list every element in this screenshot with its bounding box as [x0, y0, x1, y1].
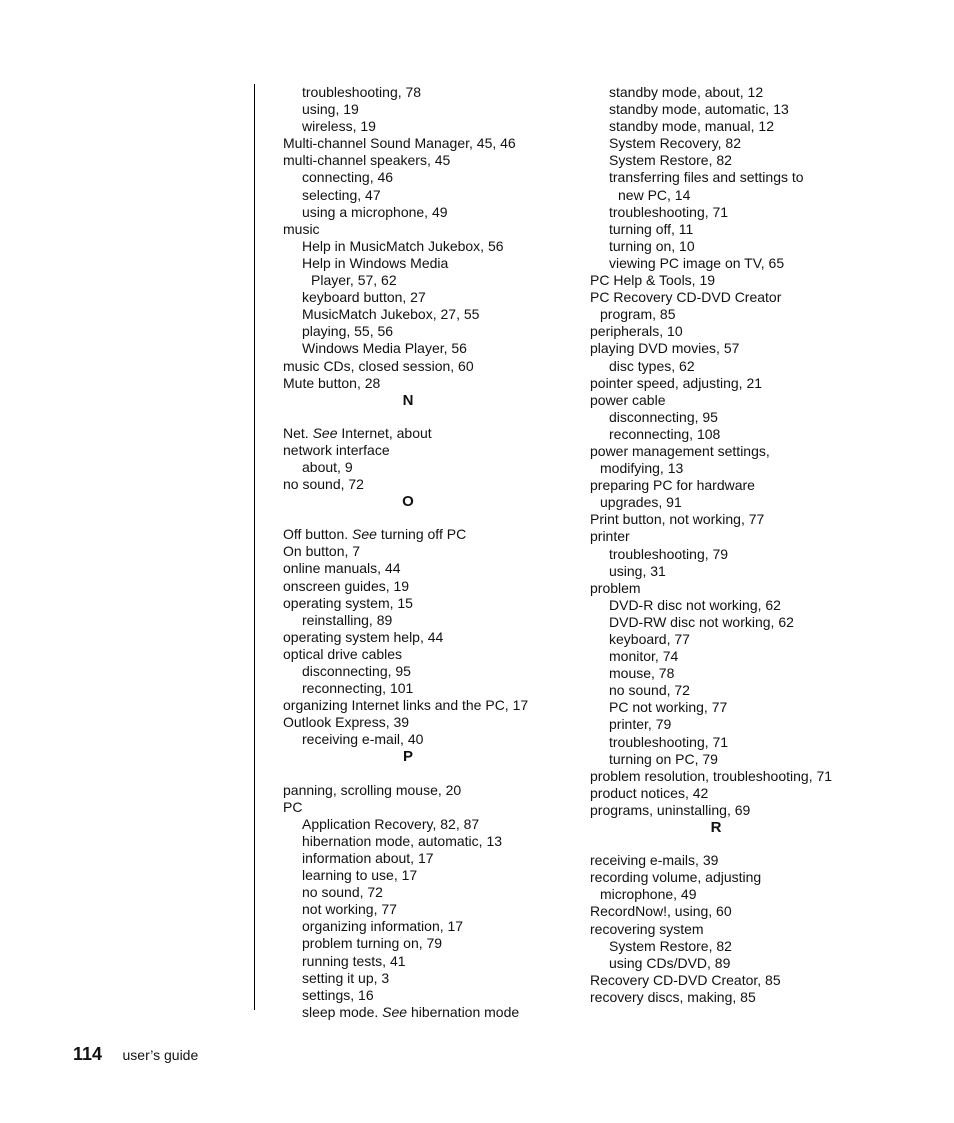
index-subentry — [283, 1004, 573, 1021]
index-entry: playing DVD movies, 57 — [590, 340, 740, 357]
index-entry: operating system help, 44 — [283, 628, 444, 645]
index-entry: product notices, 42 — [590, 784, 709, 801]
letter-heading: N — [402, 391, 414, 409]
entry-term: sleep mode. — [302, 1003, 383, 1020]
index-subentry: troubleshooting, 78 — [302, 84, 422, 100]
index-subentry: new PC, 14 — [618, 186, 691, 203]
index-subentry: microphone, 49 — [600, 886, 697, 903]
index-subentry: hibernation mode, automatic, 13 — [302, 832, 503, 849]
index-subentry: using CDs/DVD, 89 — [609, 954, 731, 971]
index-subentry: standby mode, about, 12 — [609, 84, 764, 100]
page-number: 114 — [73, 1044, 103, 1064]
index-entry: no sound, 72 — [283, 476, 364, 493]
index-subentry: receiving e-mail, 40 — [302, 731, 424, 748]
index-column-right — [590, 84, 890, 1006]
index-subentry: not working, 77 — [302, 901, 397, 918]
index-subentry: turning off, 11 — [609, 220, 694, 237]
index-entry: online manuals, 44 — [283, 560, 401, 577]
index-entry: recording volume, adjusting — [590, 869, 762, 886]
index-entry: Print button, not working, 77 — [590, 511, 765, 528]
index-subentry: DVD-R disc not working, 62 — [609, 596, 781, 613]
index-subentry: turning on, 10 — [609, 237, 695, 254]
index-subentry: disc types, 62 — [609, 357, 695, 374]
see-reference: See — [312, 424, 338, 441]
index-entry: operating system, 15 — [283, 594, 413, 611]
index-subentry: printer, 79 — [609, 716, 672, 733]
column-rule — [254, 84, 255, 1010]
index-subentry: no sound, 72 — [609, 682, 690, 699]
index-subentry: upgrades, 91 — [600, 494, 682, 511]
index-subentry: Player, 57, 62 — [311, 272, 397, 289]
index-subentry: organizing information, 17 — [302, 918, 464, 935]
index-subentry: troubleshooting, 71 — [609, 733, 729, 750]
index-entry: Mute button, 28 — [283, 374, 381, 391]
index-entry: music — [283, 220, 320, 237]
see-reference: See — [352, 526, 377, 543]
index-subentry: connecting, 46 — [302, 169, 394, 186]
letter-heading: O — [402, 493, 414, 511]
index-subentry: using, 19 — [302, 101, 359, 118]
see-target: hibernation mode — [407, 1003, 520, 1020]
index-entry: RecordNow!, using, 60 — [590, 903, 732, 920]
index-entry: peripherals, 10 — [590, 323, 683, 340]
index-subentry: keyboard, 77 — [609, 631, 690, 647]
running-title: user’s guide — [122, 1047, 199, 1063]
index-subentry: reinstalling, 89 — [302, 611, 393, 628]
index-subentry: reconnecting, 101 — [302, 680, 414, 697]
entry-term: Net. — [283, 424, 313, 441]
index-subentry: modifying, 13 — [600, 460, 684, 477]
index-entry: pointer speed, adjusting, 21 — [590, 374, 763, 391]
index-subentry: about, 9 — [302, 458, 353, 475]
index-column-left — [283, 84, 573, 1021]
index-subentry: troubleshooting, 71 — [609, 203, 729, 220]
index-subentry: troubleshooting, 79 — [609, 545, 729, 562]
index-subentry: no sound, 72 — [302, 884, 383, 901]
index-entry: network interface — [283, 441, 390, 458]
index-subentry: System Restore, 82 — [609, 937, 732, 954]
index-entry: problem resolution, troubleshooting, 71 — [590, 767, 833, 784]
index-subentry: setting it up, 3 — [302, 969, 390, 986]
index-entry: recovery discs, making, 85 — [590, 988, 756, 1005]
index-subentry: settings, 16 — [302, 986, 374, 1003]
index-entry: multi-channel speakers, 45 — [283, 152, 451, 169]
index-subentry: Help in MusicMatch Jukebox, 56 — [302, 237, 504, 254]
index-subentry: standby mode, automatic, 13 — [609, 101, 789, 118]
index-entry: preparing PC for hardware — [590, 477, 755, 494]
index-subentry: PC not working, 77 — [609, 699, 728, 716]
index-subentry: using a microphone, 49 — [302, 203, 448, 220]
index-entry: music CDs, closed session, 60 — [283, 357, 474, 374]
index-entry — [283, 526, 573, 543]
index-entry: Multi-channel Sound Manager, 45, 46 — [283, 135, 516, 152]
index-entry: PC Recovery CD-DVD Creator — [590, 289, 782, 306]
index-subentry: disconnecting, 95 — [302, 663, 411, 679]
index-entry: power cable — [590, 391, 666, 408]
index-subentry: transferring files and settings to — [609, 169, 804, 186]
see-target: Internet, about — [337, 424, 432, 441]
index-entry: programs, uninstalling, 69 — [590, 801, 751, 818]
letter-heading: P — [402, 748, 413, 766]
index-subentry: standby mode, manual, 12 — [609, 118, 774, 135]
see-target: turning off PC — [376, 526, 467, 543]
index-subentry: Help in Windows Media — [302, 254, 449, 271]
index-subentry: selecting, 47 — [302, 186, 381, 203]
index-subentry: System Recovery, 82 — [609, 135, 742, 152]
index-entry — [283, 425, 573, 442]
index-subentry: problem turning on, 79 — [302, 935, 443, 952]
index-subentry: Windows Media Player, 56 — [302, 340, 467, 357]
index-entry: receiving e-mails, 39 — [590, 852, 719, 869]
index-subentry: MusicMatch Jukebox, 27, 55 — [302, 306, 480, 323]
index-subentry: Application Recovery, 82, 87 — [302, 815, 480, 832]
index-subentry: DVD-RW disc not working, 62 — [609, 613, 794, 630]
index-subentry: turning on PC, 79 — [609, 750, 718, 767]
index-subentry: information about, 17 — [302, 849, 434, 866]
index-entry: optical drive cables — [283, 645, 403, 662]
index-entry: organizing Internet links and the PC, 17 — [283, 697, 529, 714]
index-subentry: reconnecting, 108 — [609, 425, 721, 442]
entry-term: Off button. — [283, 526, 353, 543]
index-entry: onscreen guides, 19 — [283, 577, 410, 594]
index-entry: On button, 7 — [283, 543, 361, 560]
index-entry: recovering system — [590, 920, 704, 937]
index-entry: PC — [283, 798, 303, 815]
index-subentry: mouse, 78 — [609, 665, 675, 682]
index-subentry: System Restore, 82 — [609, 152, 732, 169]
see-reference: See — [382, 1003, 408, 1020]
index-subentry: program, 85 — [600, 306, 676, 323]
index-entry: power management settings, — [590, 442, 770, 459]
index-subentry: learning to use, 17 — [302, 867, 418, 884]
index-entry: PC Help & Tools, 19 — [590, 272, 716, 289]
index-subentry: keyboard button, 27 — [302, 289, 426, 306]
index-subentry: disconnecting, 95 — [609, 408, 718, 425]
index-subentry: monitor, 74 — [609, 648, 679, 665]
page-footer — [73, 1044, 198, 1065]
index-subentry: playing, 55, 56 — [302, 323, 394, 340]
index-entry: panning, scrolling mouse, 20 — [283, 781, 462, 798]
index-entry: Outlook Express, 39 — [283, 714, 410, 731]
index-subentry: viewing PC image on TV, 65 — [609, 254, 785, 271]
index-subentry: running tests, 41 — [302, 952, 406, 969]
letter-heading: R — [710, 819, 722, 837]
index-entry: printer — [590, 528, 630, 545]
index-subentry: using, 31 — [609, 562, 666, 579]
index-entry: problem — [590, 579, 641, 596]
index-subentry: wireless, 19 — [302, 118, 376, 135]
index-entry: Recovery CD-DVD Creator, 85 — [590, 971, 781, 988]
